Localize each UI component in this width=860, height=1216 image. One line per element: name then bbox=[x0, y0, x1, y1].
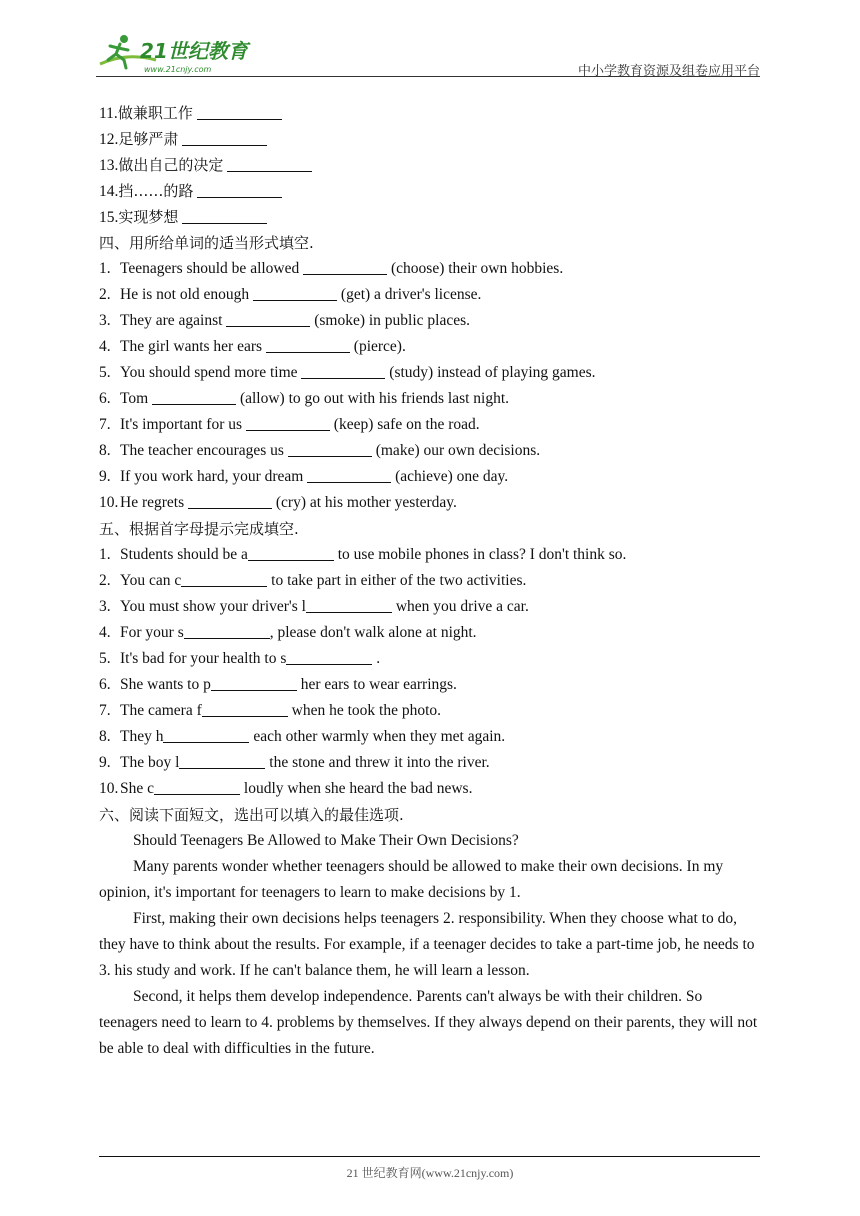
question-text-after: loudly when she heard the bad news. bbox=[240, 780, 473, 797]
answer-blank[interactable] bbox=[197, 103, 282, 120]
question-text-after: when he took the photo. bbox=[287, 702, 442, 719]
question-text-after: (cry) at his mother yesterday. bbox=[272, 494, 457, 511]
question-text-after: (keep) safe on the road. bbox=[329, 416, 480, 433]
answer-blank[interactable] bbox=[152, 388, 236, 405]
answer-blank[interactable] bbox=[253, 284, 337, 301]
question-item bbox=[99, 464, 759, 490]
item-number: 3. bbox=[99, 312, 111, 329]
question-text-after: (study) instead of playing games. bbox=[385, 364, 596, 381]
header-platform-text: 中小学教育资源及组卷应用平台 bbox=[577, 64, 760, 79]
answer-blank[interactable] bbox=[226, 310, 310, 327]
answer-blank[interactable] bbox=[266, 336, 350, 353]
question-text-after: (allow) to go out with his friends last night. bbox=[236, 390, 510, 407]
section5-list bbox=[99, 542, 759, 802]
worksheet-content bbox=[99, 100, 759, 1062]
phrase-text: 做兼职工作 bbox=[117, 104, 193, 122]
question-text-before: The teacher encourages us bbox=[120, 442, 288, 459]
item-number: 9. bbox=[99, 468, 111, 485]
item-number: 1. bbox=[99, 546, 111, 563]
item-number: 6. bbox=[99, 676, 111, 693]
item-number: 4. bbox=[99, 624, 111, 641]
answer-blank[interactable] bbox=[227, 155, 312, 172]
question-item bbox=[99, 620, 759, 646]
question-text-after: each other warmly when they met again. bbox=[249, 728, 506, 745]
item-number: 5. bbox=[99, 364, 111, 381]
question-text-before: They are against bbox=[120, 312, 227, 329]
answer-blank[interactable] bbox=[286, 648, 372, 665]
question-item bbox=[99, 438, 759, 464]
question-text-before: Teenagers should be allowed bbox=[120, 260, 304, 277]
question-text-after: (achieve) one day. bbox=[391, 468, 509, 485]
question-text-after: her ears to wear earrings. bbox=[296, 676, 457, 693]
question-item bbox=[99, 542, 759, 568]
question-item bbox=[99, 490, 759, 516]
answer-blank[interactable] bbox=[179, 752, 265, 769]
item-number: 12. bbox=[99, 131, 119, 148]
section4-list bbox=[99, 256, 759, 516]
question-text-after: . bbox=[372, 650, 381, 667]
passage-title: Should Teenagers Be Allowed to Make Their Own Decisions? bbox=[133, 832, 519, 849]
question-text-before: It's bad for your health to s bbox=[120, 650, 287, 667]
item-number: 3. bbox=[99, 598, 111, 615]
question-text-before: The girl wants her ears bbox=[120, 338, 266, 355]
answer-blank[interactable] bbox=[306, 596, 392, 613]
question-text-after: (choose) their own hobbies. bbox=[387, 260, 564, 277]
question-item bbox=[99, 672, 759, 698]
item-number: 7. bbox=[99, 416, 111, 433]
question-item bbox=[99, 594, 759, 620]
answer-blank[interactable] bbox=[182, 207, 267, 224]
phrase-text: 挡……的路 bbox=[118, 182, 194, 200]
answer-blank[interactable] bbox=[184, 622, 270, 639]
question-item bbox=[99, 308, 759, 334]
question-text-before: It's important for us bbox=[120, 416, 246, 433]
phrase-item bbox=[99, 152, 759, 178]
question-item bbox=[99, 334, 759, 360]
question-text-after: the stone and threw it into the river. bbox=[265, 754, 490, 771]
answer-blank[interactable] bbox=[197, 181, 282, 198]
question-text-before: Students should be a bbox=[120, 546, 248, 563]
question-text-before: If you work hard, your dream bbox=[120, 468, 308, 485]
item-number: 2. bbox=[99, 286, 111, 303]
question-item bbox=[99, 750, 759, 776]
answer-blank[interactable] bbox=[303, 258, 387, 275]
question-item bbox=[99, 646, 759, 672]
question-item bbox=[99, 724, 759, 750]
phrase-item bbox=[99, 126, 759, 152]
item-number: 10. bbox=[99, 494, 119, 511]
item-number: 1. bbox=[99, 260, 111, 277]
question-text-before: You can c bbox=[120, 572, 182, 589]
phrase-text: 实现梦想 bbox=[118, 208, 179, 226]
phrase-item bbox=[99, 204, 759, 230]
item-number: 7. bbox=[99, 702, 111, 719]
answer-blank[interactable] bbox=[163, 726, 249, 743]
answer-blank[interactable] bbox=[301, 362, 385, 379]
item-number: 4. bbox=[99, 338, 111, 355]
item-number: 6. bbox=[99, 390, 111, 407]
question-item bbox=[99, 256, 759, 282]
question-text-after: to take part in either of the two activities. bbox=[267, 572, 527, 589]
question-text-after: to use mobile phones in class? I don't think so. bbox=[333, 546, 627, 563]
answer-blank[interactable] bbox=[246, 414, 330, 431]
question-text-before: The boy l bbox=[120, 754, 180, 771]
answer-blank[interactable] bbox=[182, 129, 267, 146]
svg-text:21世纪教育: 21世纪教育 bbox=[140, 39, 248, 63]
question-item bbox=[99, 282, 759, 308]
answer-blank[interactable] bbox=[188, 492, 272, 509]
question-text-before: You must show your driver's l bbox=[120, 598, 306, 615]
question-text-after: (get) a driver's license. bbox=[337, 286, 482, 303]
question-item bbox=[99, 698, 759, 724]
section4-title: 四、用所给单词的适当形式填空. bbox=[99, 234, 314, 252]
question-text-before: You should spend more time bbox=[120, 364, 302, 381]
answer-blank[interactable] bbox=[181, 570, 267, 587]
svg-text:www.21cnjy.com: www.21cnjy.com bbox=[144, 65, 212, 74]
item-number: 14. bbox=[99, 183, 119, 200]
item-number: 5. bbox=[99, 650, 111, 667]
question-item bbox=[99, 360, 759, 386]
question-text-before: She wants to p bbox=[120, 676, 211, 693]
question-text-after: , please don't walk alone at night. bbox=[269, 624, 477, 641]
section5-title: 五、根据首字母提示完成填空. bbox=[99, 520, 299, 538]
item-number: 15. bbox=[99, 209, 119, 226]
question-item bbox=[99, 386, 759, 412]
answer-blank[interactable] bbox=[202, 700, 288, 717]
answer-blank[interactable] bbox=[211, 674, 297, 691]
phrase-item bbox=[99, 178, 759, 204]
question-item bbox=[99, 776, 759, 802]
passage-paragraph: Many parents wonder whether teenagers should be allowed to make their own decisions. In my opinion, it's important for teenagers to learn to make decisions by 1. bbox=[99, 858, 724, 901]
question-text-before: He is not old enough bbox=[120, 286, 254, 303]
question-text-after: (smoke) in public places. bbox=[310, 312, 471, 329]
question-text-before: For your s bbox=[120, 624, 184, 641]
item-number: 13. bbox=[99, 157, 119, 174]
item-number: 8. bbox=[99, 728, 111, 745]
item-number: 11. bbox=[99, 105, 118, 122]
item-number: 8. bbox=[99, 442, 111, 459]
question-text-before: She c bbox=[120, 780, 155, 797]
section6-title: 六、阅读下面短文，选出可以填入的最佳选项. bbox=[99, 806, 404, 824]
passage-paragraph: Second, it helps them develop independence. Parents can't always be with their children. So teenagers need to learn to 4. problems by themselves. If they always depend on their parents, they will not be able to deal with difficulties in the future. bbox=[99, 988, 758, 1057]
phrase-item bbox=[99, 100, 759, 126]
phrase-text: 足够严肃 bbox=[118, 130, 179, 148]
question-text-after: (make) our own decisions. bbox=[371, 442, 541, 459]
item-number: 10. bbox=[99, 780, 119, 797]
item-number: 9. bbox=[99, 754, 111, 771]
question-text-after: when you drive a car. bbox=[391, 598, 529, 615]
header-divider bbox=[96, 76, 760, 77]
21cnjy-logo bbox=[96, 30, 266, 76]
answer-blank[interactable] bbox=[288, 440, 372, 457]
part3-list bbox=[99, 100, 759, 230]
question-text-before: He regrets bbox=[120, 494, 188, 511]
page-header bbox=[96, 30, 760, 78]
question-text-before: Tom bbox=[120, 390, 153, 407]
question-text-after: (pierce). bbox=[349, 338, 406, 355]
item-number: 2. bbox=[99, 572, 111, 589]
footer-text: 21 世纪教育网(www.21cnjy.com) bbox=[346, 1166, 514, 1180]
question-text-before: The camera f bbox=[120, 702, 202, 719]
footer-divider bbox=[99, 1156, 760, 1157]
answer-blank[interactable] bbox=[154, 778, 240, 795]
answer-blank[interactable] bbox=[248, 544, 334, 561]
phrase-text: 做出自己的决定 bbox=[118, 156, 224, 174]
question-item bbox=[99, 568, 759, 594]
answer-blank[interactable] bbox=[307, 466, 391, 483]
passage-paragraph: First, making their own decisions helps teenagers 2. responsibility. When they choose what to do, they have to think about the results. For example, if a teenager decides to take a part-time job, he needs to 3. his study and work. If he can't balance them, he will learn a lesson. bbox=[99, 910, 755, 979]
question-item bbox=[99, 412, 759, 438]
question-text-before: They h bbox=[120, 728, 164, 745]
